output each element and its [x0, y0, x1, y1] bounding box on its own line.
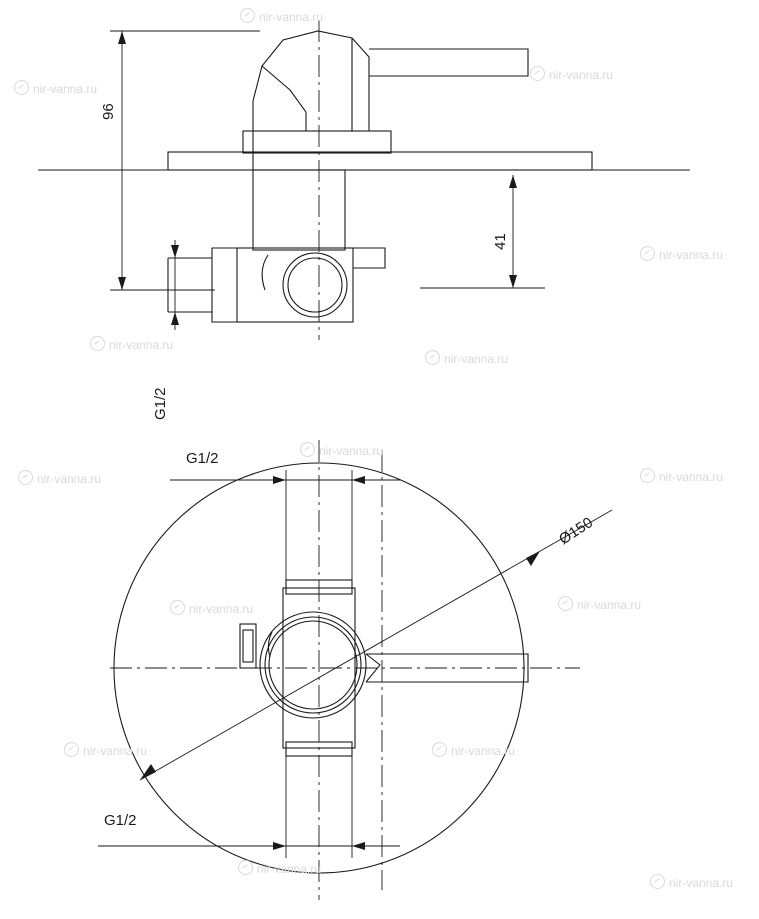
watermark-text: nir-vanna.ru [37, 472, 102, 486]
dimension-label-g12-top: G1/2 [186, 450, 219, 467]
watermark-text: nir-vanna.ru [669, 876, 734, 890]
watermark-text: nir-vanna.ru [83, 744, 148, 758]
dimension-label-96: 96 [100, 103, 117, 120]
watermark-text: nir-vanna.ru [659, 248, 724, 262]
watermark-text: nir-vanna.ru [659, 470, 724, 484]
watermark-text: nir-vanna.ru [189, 602, 254, 616]
watermark-text: nir-vanna.ru [451, 744, 516, 758]
dimension-label-diameter-150: Ø150 [556, 514, 597, 549]
watermark-text: nir-vanna.ru [319, 444, 384, 458]
side-view-handle [253, 31, 528, 131]
watermark-text: nir-vanna.ru [444, 352, 509, 366]
dimension-g12-side [171, 240, 179, 330]
dimension-g12-top [170, 470, 400, 580]
watermark-text: nir-vanna.ru [577, 598, 642, 612]
watermark-text: nir-vanna.ru [109, 338, 174, 352]
dimension-label-g12-side: G1/2 [152, 387, 169, 420]
side-view-escutcheon [168, 152, 592, 170]
dimension-label-g12-bottom: G1/2 [104, 812, 137, 829]
side-view-cartridge [262, 253, 347, 317]
watermark-text: nir-vanna.ru [259, 10, 324, 24]
dimension-label-41: 41 [492, 233, 509, 250]
dimension-g12-bottom [98, 756, 400, 858]
front-view-centerlines [110, 440, 580, 900]
dimension-diameter-150 [140, 510, 612, 780]
watermark-text: nir-vanna.ru [257, 862, 322, 876]
side-view-body [168, 131, 391, 322]
watermark-text: nir-vanna.ru [549, 68, 614, 82]
dimension-41 [420, 175, 545, 288]
watermark-text: nir-vanna.ru [33, 82, 98, 96]
